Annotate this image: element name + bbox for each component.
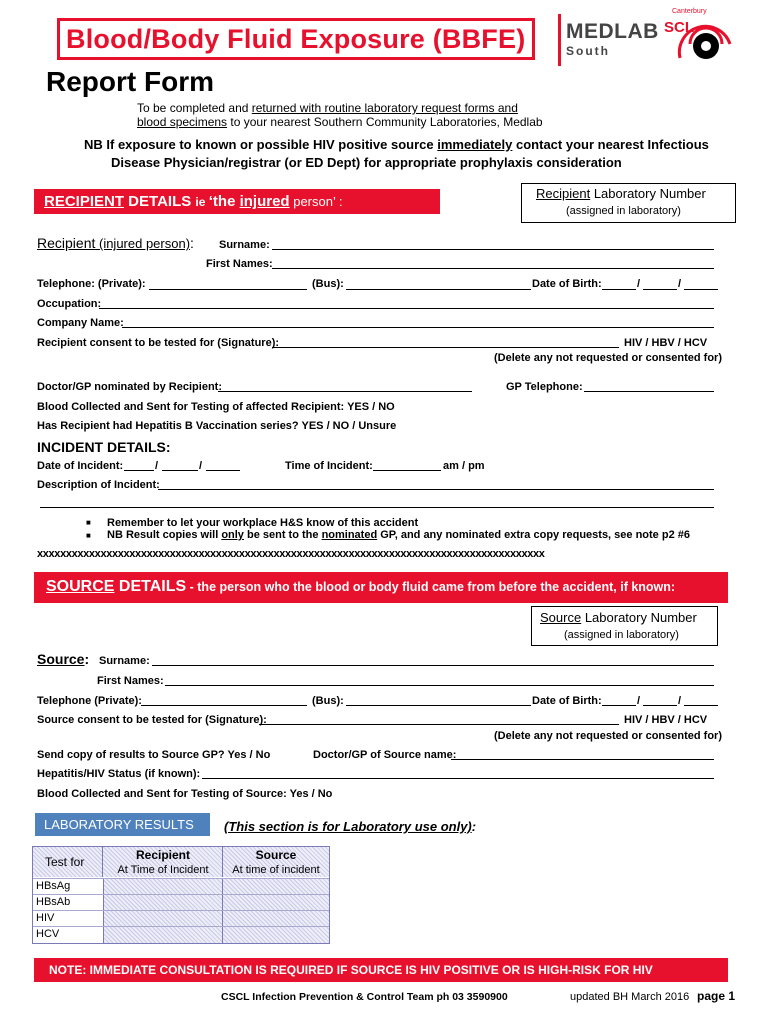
recipient-dob-slash2: /: [678, 278, 682, 290]
recipient-company-field[interactable]: [122, 327, 714, 328]
source-consent-tests: HIV / HBV / HCV: [624, 714, 708, 726]
source-bus-label: (Bus):: [312, 695, 344, 707]
incident-date-label: Date of Incident:: [37, 460, 124, 472]
col-recipient-sub: At Time of Incident: [117, 864, 209, 876]
recipient-surname-label: Surname:: [219, 239, 270, 251]
source-surname-field[interactable]: [152, 665, 714, 666]
incident-heading: INCIDENT DETAILS:: [37, 439, 171, 455]
recipient-telephone-label: Telephone: (Private):: [37, 278, 146, 290]
recipient-banner-text: RECIPIENT DETAILS ie ‘the injured person’ :: [44, 193, 343, 210]
recipient-first-names-field[interactable]: [272, 268, 714, 269]
test-name: HIV: [36, 912, 55, 924]
source-consent-label: Source consent to be tested for (Signature):: [37, 714, 267, 726]
source-dob-month[interactable]: [643, 705, 677, 706]
logo-divider: [558, 14, 561, 66]
recipient-company-label: Company Name:: [37, 317, 124, 329]
source-bus-field[interactable]: [346, 705, 531, 706]
source-consent-note: (Delete any not requested or consented for): [494, 730, 722, 742]
test-name: HCV: [36, 928, 60, 940]
recipient-gp-phone-label: GP Telephone:: [506, 381, 583, 393]
recipient-doctor-label: Doctor/GP nominated by Recipient:: [37, 381, 222, 393]
source-heading: Source:: [37, 651, 90, 667]
incident-date-month[interactable]: [162, 470, 198, 471]
incident-time-label: Time of Incident:: [285, 460, 373, 472]
recipient-dob-day[interactable]: [602, 289, 636, 290]
recipient-consent-label: Recipient consent to be tested for (Signature):: [37, 337, 280, 349]
recipient-consent-signature[interactable]: [272, 347, 619, 348]
page-number: page 1: [697, 989, 736, 1003]
recipient-occupation-field[interactable]: [99, 308, 714, 309]
recipient-result-cell[interactable]: [103, 911, 223, 926]
col-source-header: Source: [255, 848, 297, 862]
recipient-dob-label: Date of Birth:: [532, 278, 602, 290]
incident-date-slash1: /: [155, 460, 159, 472]
source-surname-label: Surname:: [99, 655, 150, 667]
col-source-sub: At time of incident: [232, 864, 320, 876]
source-dob-day[interactable]: [602, 705, 636, 706]
recipient-hep-b[interactable]: Has Recipient had Hepatitis B Vaccination series? YES / NO / Unsure: [37, 420, 397, 432]
recipient-blood-collected[interactable]: Blood Collected and Sent for Testing of affected Recipient: YES / NO: [37, 401, 395, 413]
intro-line2: blood specimens to your nearest Southern Community Laboratories, Medlab: [137, 115, 543, 129]
source-send-copy[interactable]: Send copy of results to Source GP? Yes / No: [37, 749, 271, 761]
source-lab-assigned: (assigned in laboratory): [564, 629, 679, 641]
recipient-telephone-field[interactable]: [149, 289, 307, 290]
incident-date-day[interactable]: [124, 470, 154, 471]
source-dob-slash2: /: [678, 695, 682, 707]
intro-line1: To be completed and returned with routine laboratory request forms and: [137, 101, 518, 115]
recipient-surname-field[interactable]: [272, 249, 714, 250]
logo-south: South: [566, 44, 610, 58]
separator-line: xxxxxxxxxxxxxxxxxxxxxxxxxxxxxxxxxxxxxxxxxxxxxxxxxxxxxxxxxxxxxxxxxxxxxxxxxxxxxxxxxxxxxxxx: [37, 548, 545, 560]
source-dob-slash1: /: [637, 695, 641, 707]
table-row: [33, 894, 329, 910]
test-name: HBsAb: [36, 896, 71, 908]
reminder-hs: Remember to let your workplace H&S know of this accident: [107, 517, 419, 529]
lab-use-note: (This section is for Laboratory use only):: [224, 819, 477, 834]
nb-line1: NB If exposure to known or possible HIV positive source immediately contact your nearest Infectious: [84, 137, 709, 152]
source-banner-text: SOURCE DETAILS - the person who the blood or body fluid came from before the accident, if known:: [46, 578, 676, 595]
logo-medlab: MEDLAB: [566, 20, 659, 43]
col-test-header: Test for: [45, 855, 85, 869]
source-doctor-field[interactable]: [451, 759, 714, 760]
recipient-bus-label: (Bus):: [312, 278, 344, 290]
source-result-cell[interactable]: [223, 911, 329, 926]
recipient-result-cell[interactable]: [103, 895, 223, 910]
col-recipient-header: Recipient: [135, 848, 190, 862]
table-row: [33, 910, 329, 926]
recipient-dob-year[interactable]: [684, 289, 718, 290]
source-dob-year[interactable]: [684, 705, 718, 706]
incident-description-field-2[interactable]: [40, 507, 714, 508]
lab-results-table: [32, 846, 330, 944]
source-hep-status-label: Hepatitis/HIV Status (if known):: [37, 768, 201, 780]
recipient-occupation-label: Occupation:: [37, 298, 102, 310]
incident-ampm[interactable]: am / pm: [443, 460, 485, 472]
source-doctor-label: Doctor/GP of Source name:: [313, 749, 457, 761]
recipient-consent-tests: HIV / HBV / HCV: [624, 337, 708, 349]
source-consent-signature[interactable]: [259, 724, 619, 725]
incident-time-field[interactable]: [373, 470, 441, 471]
bullet-icon: ■: [86, 531, 91, 540]
logo-scl: SCL: [664, 19, 694, 36]
incident-date-slash2: /: [199, 460, 203, 472]
source-blood-collected[interactable]: Blood Collected and Sent for Testing of Source: Yes / No: [37, 788, 333, 800]
lab-results-banner-text: LABORATORY RESULTS: [44, 817, 194, 832]
source-telephone-field[interactable]: [141, 705, 307, 706]
source-first-names-label: First Names:: [97, 675, 164, 687]
footer-updated: updated BH March 2016: [570, 991, 690, 1003]
incident-description-field[interactable]: [158, 489, 714, 490]
report-form-heading: Report Form: [46, 66, 214, 97]
source-first-names-field[interactable]: [165, 685, 714, 686]
logo-canterbury: Canterbury: [672, 8, 707, 15]
recipient-first-names-label: First Names:: [206, 258, 273, 270]
scl-logo-icon: [660, 14, 732, 66]
source-result-cell[interactable]: [223, 927, 329, 943]
recipient-gp-phone-field[interactable]: [584, 391, 714, 392]
recipient-doctor-field[interactable]: [218, 391, 472, 392]
recipient-result-cell[interactable]: [103, 879, 223, 894]
reminder-nb-results: NB Result copies will only be sent to the nominated GP, and any nominated extra copy requests, see note p2 #6: [107, 529, 690, 541]
recipient-heading: Recipient (injured person):: [37, 235, 194, 251]
footer-team: CSCL Infection Prevention & Control Team ph 03 3590900: [221, 991, 508, 1003]
nb-line2: Disease Physician/registrar (or ED Dept) for appropriate prophylaxis consideration: [111, 155, 622, 170]
recipient-bus-field[interactable]: [346, 289, 531, 290]
footer-note-text: NOTE: IMMEDIATE CONSULTATION IS REQUIRED IF SOURCE IS HIV POSITIVE OR IS HIGH-RISK FOR HIV: [49, 963, 653, 977]
recipient-dob-month[interactable]: [643, 289, 677, 290]
recipient-lab-number-label: Recipient Laboratory Number: [536, 186, 706, 201]
incident-date-year[interactable]: [206, 470, 240, 471]
test-name: HBsAg: [36, 880, 71, 892]
table-row: [33, 878, 329, 894]
source-hep-status-field[interactable]: [202, 778, 714, 779]
source-dob-label: Date of Birth:: [532, 695, 602, 707]
source-lab-number-label: Source Laboratory Number: [540, 610, 697, 625]
recipient-consent-note: (Delete any not requested or consented for): [494, 352, 722, 364]
source-telephone-label: Telephone (Private):: [37, 695, 142, 707]
recipient-result-cell[interactable]: [103, 927, 223, 943]
form-title: Blood/Body Fluid Exposure (BBFE): [66, 24, 526, 54]
incident-description-label: Description of Incident:: [37, 479, 160, 491]
recipient-lab-assigned: (assigned in laboratory): [566, 205, 681, 217]
source-result-cell[interactable]: [223, 879, 329, 894]
table-row: [33, 926, 329, 943]
bullet-icon: ■: [86, 518, 91, 527]
recipient-dob-slash1: /: [637, 278, 641, 290]
source-result-cell[interactable]: [223, 895, 329, 910]
